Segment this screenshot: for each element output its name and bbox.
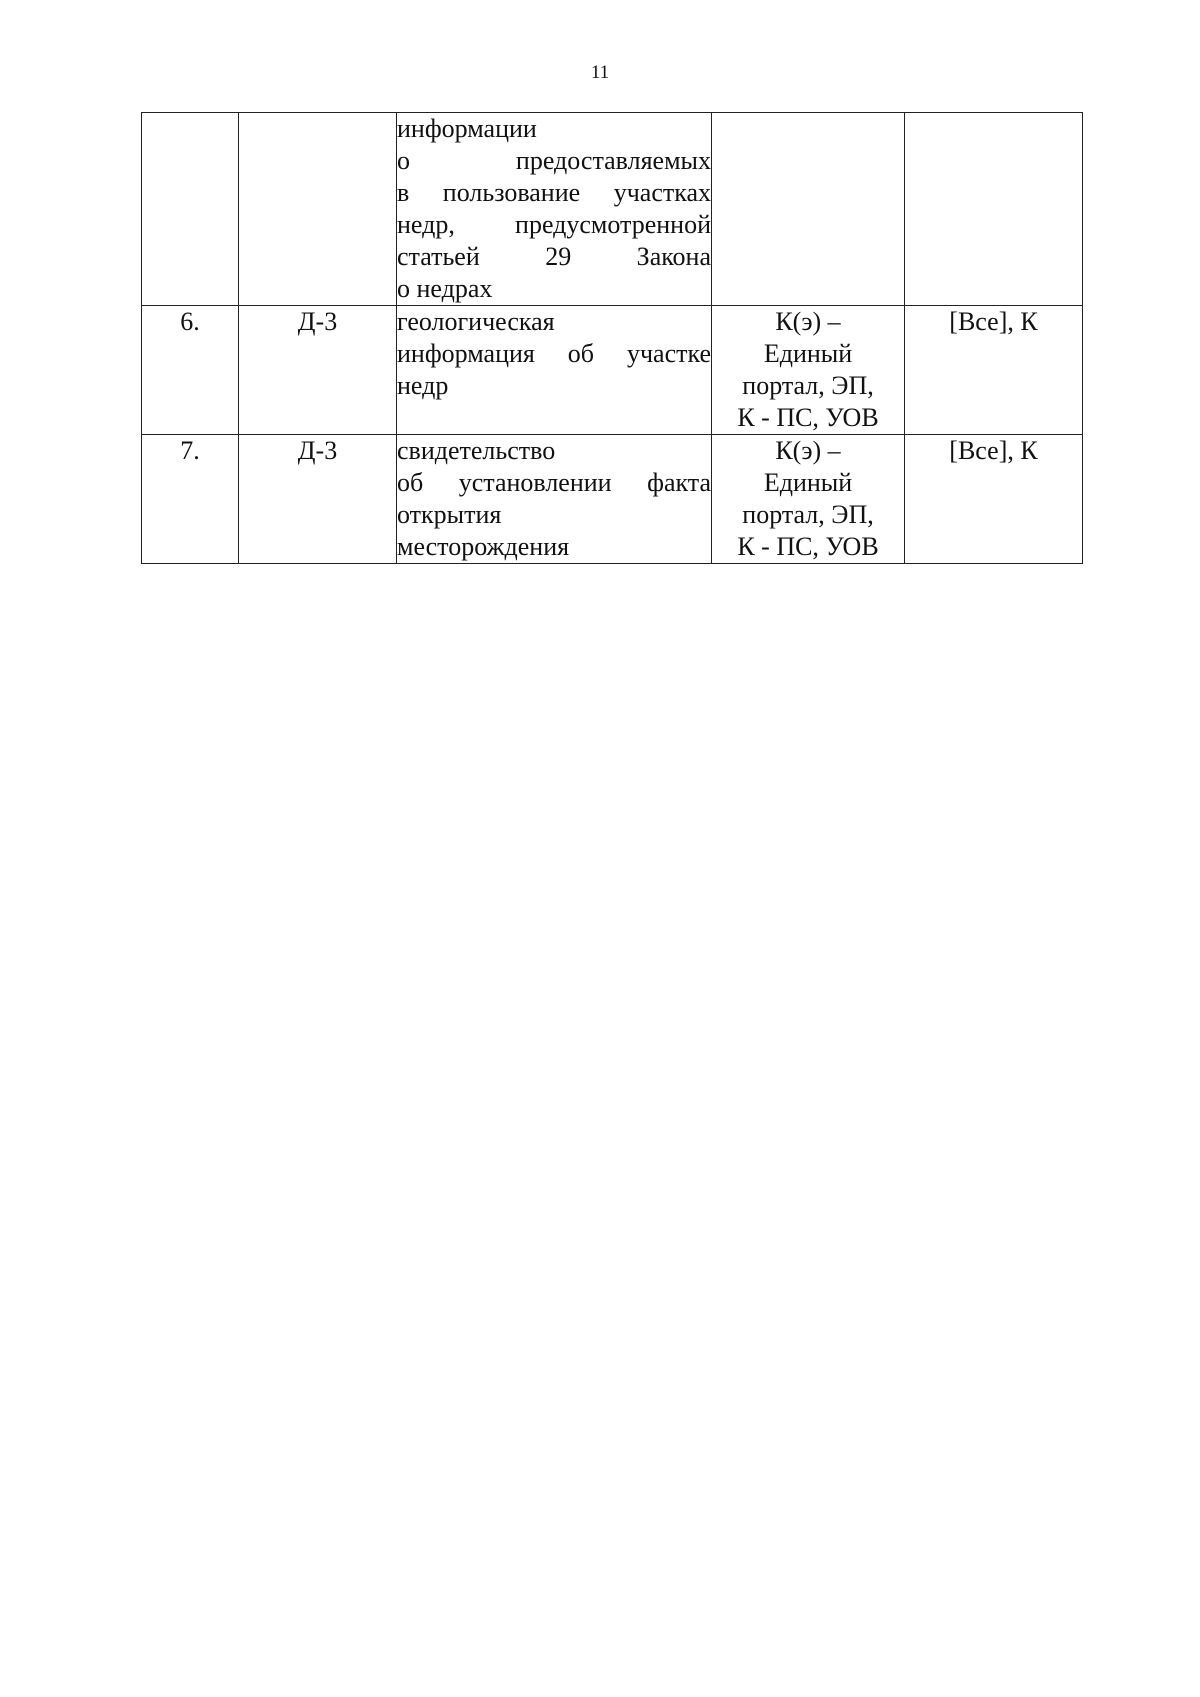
description-line: недр, предусмотренной <box>397 210 711 239</box>
where-line: К(э) – <box>775 436 841 465</box>
description-line: о недрах <box>397 274 493 303</box>
where-line: Единый <box>763 339 853 368</box>
where-line: портал, ЭП, <box>742 371 874 400</box>
description-line: статьей 29 Закона <box>397 242 711 271</box>
description-line: об установлении факта <box>397 468 711 497</box>
cell-num <box>142 113 239 306</box>
page-number: 11 <box>590 62 610 83</box>
cell-code: Д-3 <box>239 435 397 564</box>
cell-who: [Все], К <box>905 306 1083 435</box>
cell-where <box>712 435 905 564</box>
cell-description <box>397 306 712 435</box>
table-row <box>142 435 1083 564</box>
description-line: информации <box>397 114 537 143</box>
cell-num: 7. <box>142 435 239 564</box>
cell-who: [Все], К <box>905 435 1083 564</box>
description-line: геологическая <box>397 307 555 336</box>
cell-description <box>397 113 712 306</box>
requirements-table <box>141 112 1083 564</box>
description-line: недр <box>397 371 449 400</box>
cell-num: 6. <box>142 306 239 435</box>
where-line: Единый <box>763 468 853 497</box>
table-row <box>142 306 1083 435</box>
cell-where <box>712 306 905 435</box>
description-line: информация об участке <box>397 339 711 368</box>
where-line: К - ПС, УОВ <box>737 532 879 561</box>
where-line: К - ПС, УОВ <box>737 403 879 432</box>
description-line: в пользование участках <box>397 178 711 207</box>
description-line: свидетельство <box>397 436 556 465</box>
description-line: месторождения <box>397 532 570 561</box>
cell-description <box>397 435 712 564</box>
where-line: К(э) – <box>775 307 841 336</box>
table-row-continued <box>142 113 1083 306</box>
description-line: открытия <box>397 500 502 529</box>
description-line: о предоставляемых <box>397 146 711 175</box>
cell-where <box>712 113 905 306</box>
cell-code <box>239 113 397 306</box>
cell-code: Д-3 <box>239 306 397 435</box>
cell-who <box>905 113 1083 306</box>
where-line: портал, ЭП, <box>742 500 874 529</box>
